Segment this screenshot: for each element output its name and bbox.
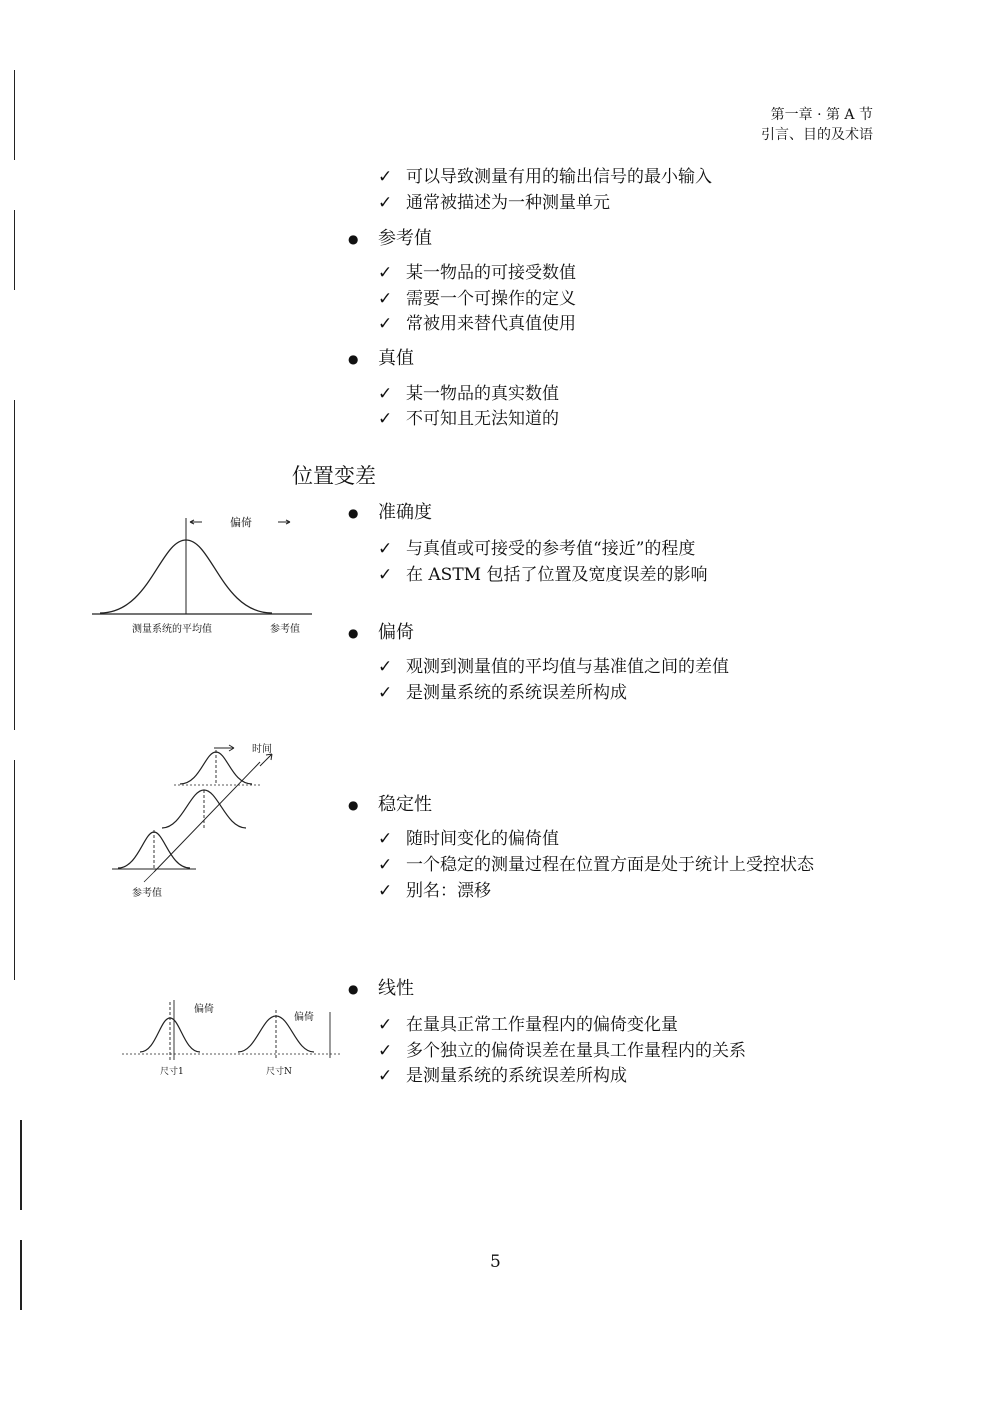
list-item: ✓ 观测到测量值的平均值与基准值之间的差值 — [378, 657, 729, 677]
check-icon: ✓ — [378, 409, 393, 429]
bullet-icon: ● — [348, 982, 359, 996]
scan-mark — [14, 70, 15, 160]
stability-diagram — [110, 740, 290, 900]
check-icon: ✓ — [378, 657, 393, 677]
check-icon: ✓ — [378, 829, 393, 849]
check-icon: ✓ — [378, 855, 393, 875]
check-icon: ✓ — [378, 1066, 393, 1086]
check-icon: ✓ — [378, 1041, 393, 1061]
list-item: ✓ 在量具正常工作量程内的偏倚变化量 — [378, 1015, 678, 1035]
check-icon: ✓ — [378, 384, 393, 404]
linearity-diagram — [120, 990, 350, 1080]
ref-label: 参考值 — [132, 888, 162, 899]
ref-leader — [144, 872, 154, 882]
check-icon: ✓ — [378, 539, 393, 559]
scan-mark — [20, 1120, 22, 1210]
list-item: ✓ 某一物品的可接受数值 — [378, 263, 576, 283]
check-icon: ✓ — [378, 167, 393, 187]
check-icon: ✓ — [378, 289, 393, 309]
check-icon: ✓ — [378, 263, 393, 283]
ref-label: 参考值 — [270, 624, 300, 635]
check-icon: ✓ — [378, 1015, 393, 1035]
list-item: ✓ 别名：漂移 — [378, 881, 491, 901]
check-icon: ✓ — [378, 881, 393, 901]
bias-label-2: 偏倚 — [294, 1012, 314, 1023]
arrow-right-icon — [214, 745, 234, 751]
arrow-left-icon — [190, 520, 202, 524]
term-bias: ● 偏倚 — [348, 622, 414, 643]
section-header: 引言、目的及术语 — [761, 127, 873, 143]
scan-mark — [14, 400, 15, 730]
term-reference-value: ● 参考值 — [348, 228, 432, 249]
section-title: 位置变差 — [292, 464, 376, 488]
bias-diagram — [90, 510, 320, 640]
term-true-value: ● 真值 — [348, 348, 414, 369]
mean-label: 测量系统的平均值 — [132, 624, 212, 635]
bullet-icon: ● — [348, 506, 359, 520]
list-item: ✓ 随时间变化的偏倚值 — [378, 829, 559, 849]
check-icon: ✓ — [378, 314, 393, 334]
bias-label-1: 偏倚 — [194, 1004, 214, 1015]
list-item: ✓ 与真值或可接受的参考值“接近”的程度 — [378, 539, 696, 559]
list-item: ✓ 通常被描述为一种测量单元 — [378, 193, 610, 213]
term-accuracy: ● 准确度 — [348, 502, 432, 523]
bullet-icon: ● — [348, 626, 359, 640]
size1-label: 尺寸1 — [160, 1067, 184, 1077]
arrow-right-icon — [278, 520, 290, 524]
list-item: ✓ 常被用来替代真值使用 — [378, 314, 576, 334]
bullet-icon: ● — [348, 232, 359, 246]
check-icon: ✓ — [378, 683, 393, 703]
time-arrow-icon — [260, 754, 272, 766]
bias-label: 偏倚 — [230, 516, 252, 529]
page-number: 5 — [490, 1252, 501, 1272]
list-item: ✓ 某一物品的真实数值 — [378, 384, 559, 404]
scan-mark — [20, 1240, 22, 1310]
time-label: 时间 — [252, 744, 272, 755]
term-linearity: ● 线性 — [348, 978, 414, 999]
chapter-header: 第一章 · 第 A 节 — [770, 107, 873, 123]
check-icon: ✓ — [378, 193, 393, 213]
list-item: ✓ 是测量系统的系统误差所构成 — [378, 683, 627, 703]
list-item: ✓ 多个独立的偏倚误差在量具工作量程内的关系 — [378, 1041, 746, 1061]
trend-line — [154, 762, 260, 872]
list-item: ✓ 需要一个可操作的定义 — [378, 289, 576, 309]
list-item: ✓ 可以导致测量有用的输出信号的最小输入 — [378, 167, 712, 187]
term-stability: ● 稳定性 — [348, 794, 432, 815]
bullet-icon: ● — [348, 798, 359, 812]
list-item: ✓ 不可知且无法知道的 — [378, 409, 559, 429]
list-item: ✓ 是测量系统的系统误差所构成 — [378, 1066, 627, 1086]
check-icon: ✓ — [378, 565, 393, 585]
list-item: ✓ 在 ASTM 包括了位置及宽度误差的影响 — [378, 565, 708, 585]
scan-mark — [14, 210, 15, 290]
scan-mark — [14, 760, 15, 980]
bullet-icon: ● — [348, 352, 359, 366]
list-item: ✓ 一个稳定的测量过程在位置方面是处于统计上受控状态 — [378, 855, 814, 875]
size2-label: 尺寸N — [266, 1067, 292, 1077]
